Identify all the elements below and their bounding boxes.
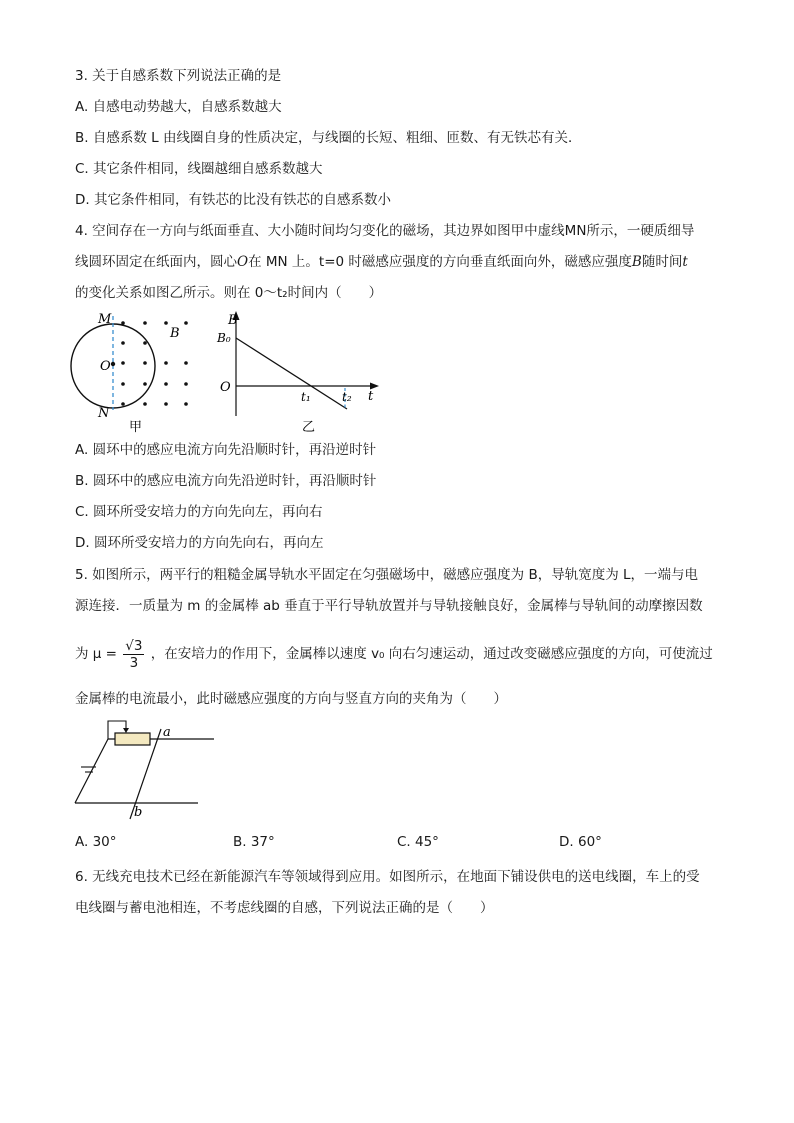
q4-option-c: C. 圆环所受安培力的方向先向左，再向右 — [75, 504, 323, 520]
figure-yi — [214, 308, 384, 436]
q5-stem-line3 — [75, 633, 713, 675]
q4-option-a: A. 圆环中的感应电流方向先沿顺时针，再沿逆时针 — [75, 442, 377, 458]
label-o: O — [100, 359, 111, 374]
q5-stem-line3-post: ，在安培力的作用下，金属棒以速度 v₀ 向右匀速运动，通过改变磁感应强度的方向，可使流过 — [150, 646, 713, 662]
q5-stem-line1: 5. 如图所示，两平行的粗糙金属导轨水平固定在匀强磁场中，磁感应强度为 B，导轨宽度为 L，一端与电 — [75, 567, 699, 583]
label-b-axis: B — [228, 313, 238, 328]
q5-stem-line2: 源连接．一质量为 m 的金属棒 ab 垂直于平行导轨放置并与导轨接触良好，金属棒与导轨间的动摩擦因数 — [75, 598, 703, 614]
q4-stem-line2-b: 在 MN 上。t=0 时磁感应强度的方向垂直纸面向外，磁感应强度 — [248, 254, 632, 270]
b-t-graph-line — [236, 338, 347, 409]
symbol-b: B — [631, 254, 642, 270]
q3-option-d: D. 其它条件相同，有铁芯的比没有铁芯的自感系数小 — [75, 192, 391, 208]
q5-mu-prefix: 为 μ = — [75, 646, 117, 662]
q5-stem-line4: 金属棒的电流最小，此时磁感应强度的方向与竖直方向的夹角为（ ） — [75, 691, 507, 707]
center-point — [111, 362, 115, 366]
q4-stem-line2 — [75, 253, 688, 271]
figure-q5-circuit — [68, 715, 218, 821]
q5-option-b: B. 37° — [233, 834, 275, 850]
symbol-o: O — [237, 254, 249, 270]
q4-stem-line2-c: 随时间 — [641, 254, 683, 270]
label-m: M — [98, 312, 112, 327]
label-a: a — [163, 725, 171, 740]
label-b-rod: b — [134, 805, 143, 820]
label-t2: t₂ — [342, 390, 352, 404]
q4-stem-line2-a: 线圆环固定在纸面内，圆心 — [75, 254, 237, 270]
symbol-t: t — [682, 254, 688, 270]
q4-stem-line3: 的变化关系如图乙所示。则在 0～t₂时间内（ ） — [75, 285, 383, 301]
q3-option-c: C. 其它条件相同，线圈越细自感系数越大 — [75, 161, 323, 177]
label-t1: t₁ — [301, 390, 311, 404]
q5-option-a: A. 30° — [75, 834, 117, 850]
q6-stem-line1: 6. 无线充电技术已经在新能源汽车等领域得到应用。如图所示，在地面下铺设供电的送电线圈，车上的受 — [75, 869, 700, 885]
q3-option-b: B. 自感系数 L 由线圈自身的性质决定，与线圈的长短、粗细、匝数、有无铁芯有关． — [75, 130, 582, 146]
mu-denominator: 3 — [129, 654, 139, 671]
q5-option-d: D. 60° — [559, 834, 602, 850]
slider-arrow-icon — [123, 728, 129, 733]
label-n: N — [98, 406, 110, 421]
caption-jia: 甲 — [129, 420, 143, 435]
mu-numerator: √3 — [125, 637, 143, 654]
label-origin: O — [220, 380, 231, 395]
label-b: B — [170, 326, 180, 341]
mu-fraction — [123, 638, 144, 671]
q4-option-b: B. 圆环中的感应电流方向先沿逆时针，再沿顺时针 — [75, 473, 377, 489]
q4-option-d: D. 圆环所受安培力的方向先向右，再向左 — [75, 535, 324, 551]
rheostat-resistor — [115, 733, 150, 745]
label-t-axis: t — [368, 389, 374, 404]
figure-jia — [60, 306, 210, 436]
q3-option-a: A. 自感电动势越大，自感系数越大 — [75, 99, 282, 115]
q6-stem-line2: 电线圈与蓄电池相连，不考虑线圈的自感，下列说法正确的是（ ） — [75, 900, 494, 916]
q3-stem: 3. 关于自感系数下列说法正确的是 — [75, 68, 282, 84]
source-wire — [75, 739, 108, 803]
label-b0: B₀ — [217, 331, 231, 345]
q4-stem-line1: 4. 空间存在一方向与纸面垂直、大小随时间均匀变化的磁场，其边界如图甲中虚线MN所示，一硬质细导 — [75, 223, 695, 239]
caption-yi: 乙 — [302, 420, 316, 435]
q5-option-c: C. 45° — [397, 834, 439, 850]
